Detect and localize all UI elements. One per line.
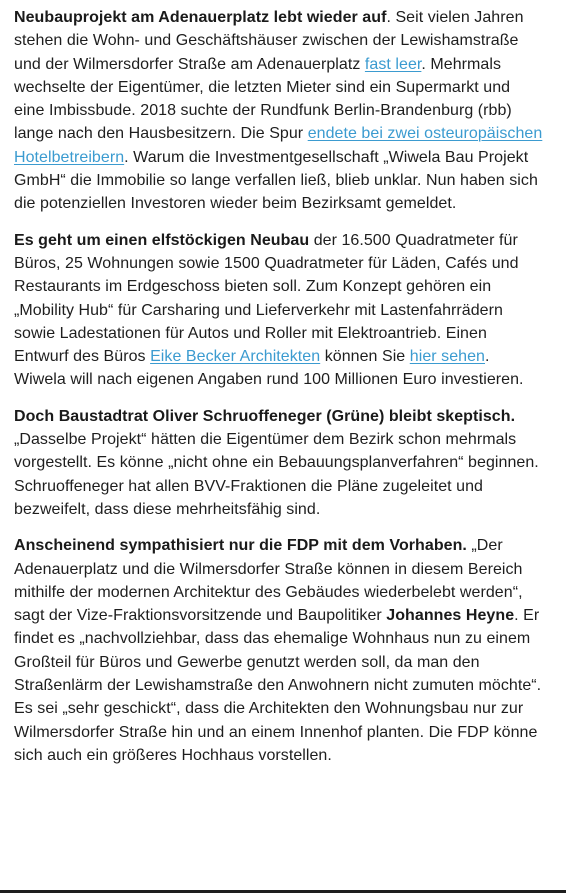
paragraph-lead: Es geht um einen elfstöckigen Neubau <box>14 231 310 249</box>
paragraph-text: . Mehrmals wechselte der Eigentümer, die letzten Mieter sind ein Supermarkt und eine Imbissbude. 2018 suchte der Rundfunk Berlin-Brandenburg (rbb) lange nach den Hausbesitzern. Die Spur <box>14 55 512 143</box>
paragraph-text: können Sie <box>320 348 410 366</box>
paragraph-adenauerplatz <box>14 6 544 216</box>
link-hier-sehen[interactable]: hier sehen <box>409 348 485 366</box>
paragraph-lead: Anscheinend sympathisiert nur die FDP mit dem Vorhaben. <box>14 537 467 555</box>
paragraph-text: „Der Adenauerplatz und die Wilmersdorfer Straße können in diesem Bereich mithilfe der modernen Architektur des Gebäudes wiederbelebt werden“, sagt der Vize-Fraktionsvorsitzende und Baupolitiker <box>14 537 523 625</box>
paragraph-text: . Warum die Investmentgesellschaft „Wiwela Bau Projekt GmbH“ die Immobilie so lange verfallen ließ, blieb unklar. Nun haben sich die potenziellen Investoren wieder beim Bezirksamt gemeldet. <box>14 148 538 213</box>
paragraph-baustadtrat <box>14 405 544 521</box>
paragraph-neubau <box>14 229 544 392</box>
paragraph-lead: Doch Baustadtrat Oliver Schruoffeneger (Grüne) bleibt skeptisch. <box>14 407 516 425</box>
link-eike-becker-architekten[interactable]: Eike Becker Architekten <box>150 348 321 366</box>
paragraph-fdp <box>14 534 544 767</box>
link-fast-leer[interactable]: fast leer <box>364 55 422 73</box>
paragraph-text: der 16.500 Quadratmeter für Büros, 25 Wohnungen sowie 1500 Quadratmeter für Läden, Cafés und Restaurants im Erdgeschoss bieten soll. Zum Konzept gehören ein „Mobility Hub“ für Carsharing und Lieferverkehr mit Lastenfahrrädern sowie Ladestationen für Autos und Roller mit Elektroantrieb. Einen Entwurf des Büros <box>14 231 519 366</box>
link-hotelbetreiber[interactable]: endete bei zwei osteuropäischen Hotelbetreibern <box>14 125 543 166</box>
paragraph-text: . Wiwela will nach eigenen Angaben rund 100 Millionen Euro investieren. <box>14 348 524 389</box>
paragraph-text: . Er findet es „nachvollziehbar, dass das ehemalige Wohnhaus nun zu einem Großteil für Büros und Gewerbe genutzt werden soll, da man den Straßenlärm der Lewishamstraße den Anwohnern nicht zumuten möchte“. Es sei „sehr geschickt“, dass die Architekten den Wohnungsbau nur zur Wilmersdorfer Straße hin und an einem Innenhof planten. Die FDP könne sich auch ein größeres Hochhaus vorstellen. <box>14 607 542 764</box>
paragraph-lead: Neubauprojekt am Adenauerplatz lebt wieder auf <box>14 9 387 26</box>
paragraph-text: „Dasselbe Projekt“ hätten die Eigentümer dem Bezirk schon mehrmals vorgestellt. Es könne „nicht ohne ein Bebauungsplanverfahren“ beginnen. Schruoffeneger hat allen BVV-Fraktionen die Pläne zugeleitet und bezweifelt, dass diese mehrheitsfähig sind. <box>14 431 539 518</box>
paragraph-text: . Seit vielen Jahren stehen die Wohn- und Geschäftshäuser zwischen der Lewishamstraße und der Wilmersdorfer Straße am Adenauerplatz <box>14 9 524 73</box>
person-name: Johannes Heyne <box>386 607 515 625</box>
